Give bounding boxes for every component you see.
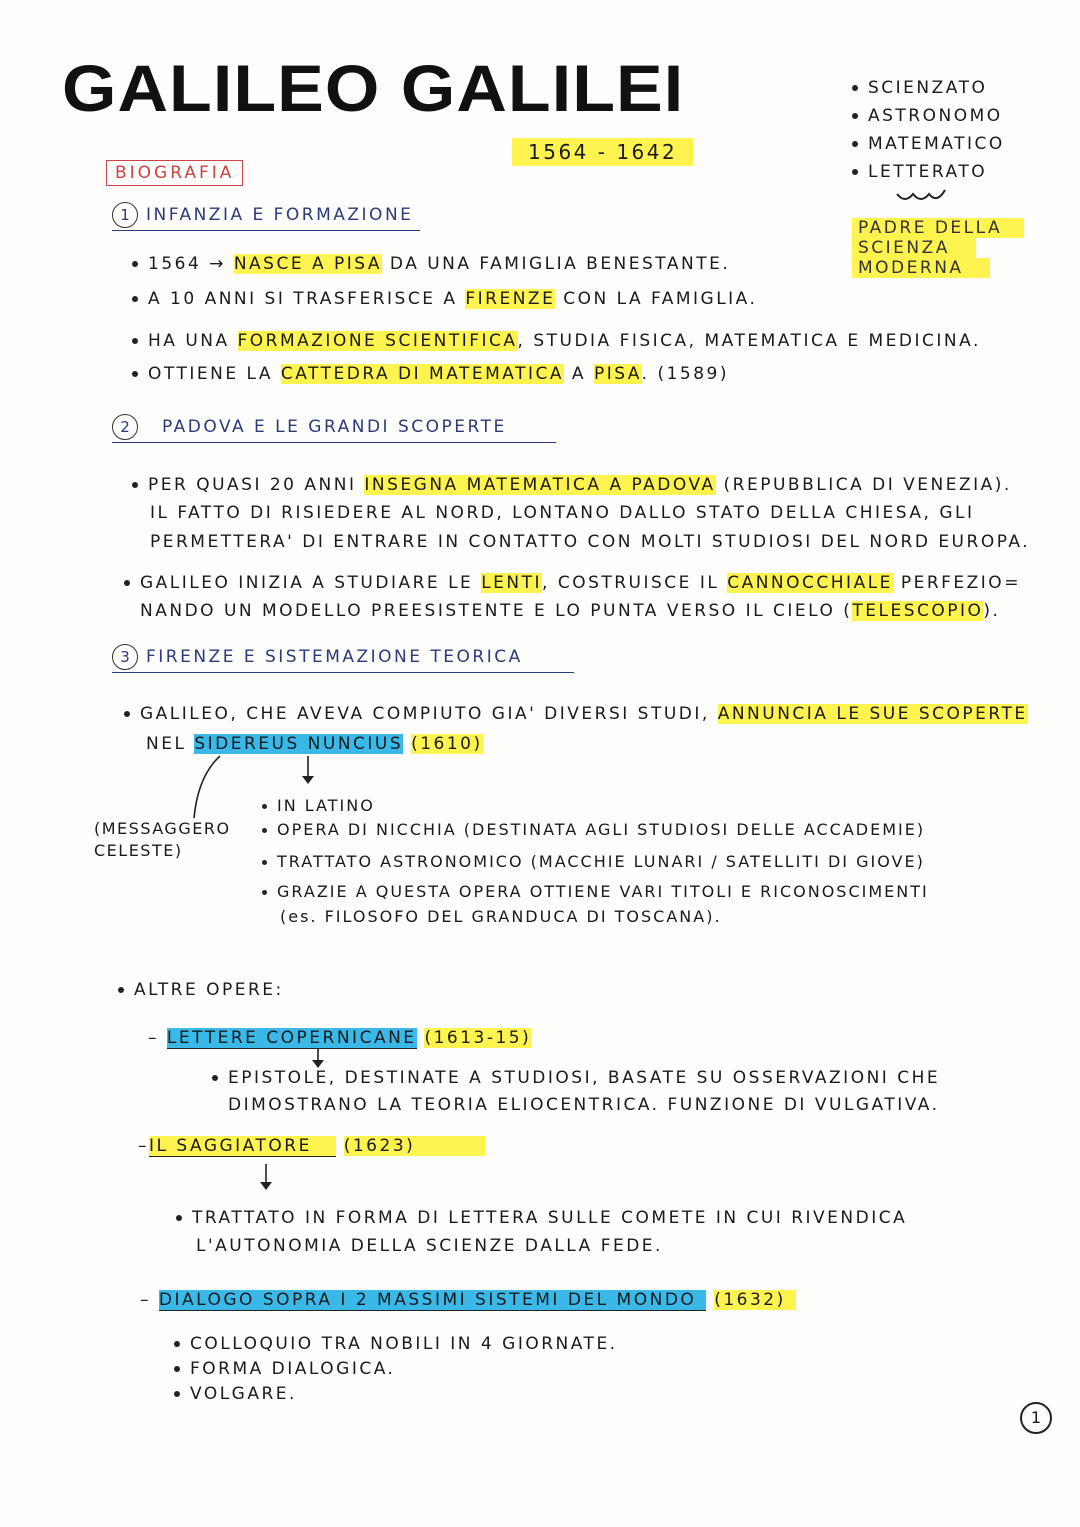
father-label: PADRE DELLA SCIENZA MODERNA <box>852 218 1024 278</box>
other-works-label: ALTRE OPERE: <box>118 980 284 1000</box>
s1-bullet-1: 1564 → NASCE A PISA DA UNA FAMIGLIA BENESTANTE. <box>132 254 730 274</box>
s3-sub-4: GRAZIE A QUESTA OPERA OTTIENE VARI TITOLI E RICONOSCIMENTI <box>262 882 929 901</box>
work-1-title: – LETTERE COPERNICANE (1613-15) <box>148 1028 532 1048</box>
s3-bullet-1-line2: NEL SIDEREUS NUNCIUS (1610) <box>146 734 483 754</box>
s3-bullet-1: GALILEO, CHE AVEVA COMPIUTO GIA' DIVERSI STUDI, ANNUNCIA LE SUE SCOPERTE <box>124 704 1028 724</box>
squiggle-icon <box>895 186 955 206</box>
s2-bullet-2-line2: NANDO UN MODELLO PREESISTENTE E LO PUNTA VERSO IL CIELO (TELESCOPIO). <box>140 601 1001 621</box>
s2-bullet-1-line2: IL FATTO DI RISIEDERE AL NORD, LONTANO DALLO STATO DELLA CHIESA, GLI <box>150 503 975 523</box>
s3-sub-1: IN LATINO <box>262 796 375 815</box>
section-2-title: 2 PADOVA E LE GRANDI SCOPERTE <box>112 414 556 443</box>
s1-bullet-4: OTTIENE LA CATTEDRA DI MATEMATICA A PISA. (1589) <box>132 364 729 384</box>
s2-bullet-2: GALILEO INIZIA A STUDIARE LE LENTI, COSTRUISCE IL CANNOCCHIALE PERFEZIO= <box>124 573 1021 593</box>
s1-bullet-2: A 10 ANNI SI TRASFERISCE A FIRENZE CON LA FAMIGLIA. <box>132 289 757 309</box>
side-note: (MESSAGGERO CELESTE) <box>94 819 231 860</box>
s1-bullet-3: HA UNA FORMAZIONE SCIENTIFICA, STUDIA FISICA, MATEMATICA E MEDICINA. <box>132 331 981 351</box>
work-1-desc-1: EPISTOLE, DESTINATE A STUDIOSI, BASATE SU OSSERVAZIONI CHE <box>212 1068 940 1088</box>
s3-sub-5: (es. FILOSOFO DEL GRANDUCA DI TOSCANA). <box>280 907 722 926</box>
s3-sub-3: TRATTATO ASTRONOMICO (MACCHIE LUNARI / SATELLITI DI GIOVE) <box>262 852 925 871</box>
arrow-down-icon <box>310 1048 326 1070</box>
page-title: GALILEO GALILEI <box>62 51 685 125</box>
role-item: ASTRONOMO <box>852 102 1005 130</box>
work-1-desc-2: DIMOSTRANO LA TEORIA ELIOCENTRICA. FUNZIONE DI VULGATIVA. <box>228 1095 940 1115</box>
s3-sub-2: OPERA DI NICCHIA (DESTINATA AGLI STUDIOSI DELLE ACCADEMIE) <box>262 820 925 839</box>
role-item: MATEMATICO <box>852 130 1005 158</box>
roles-list <box>852 74 1005 186</box>
s2-bullet-1: PER QUASI 20 ANNI INSEGNA MATEMATICA A PADOVA (REPUBBLICA DI VENEZIA). <box>132 475 1012 495</box>
work-3-title: – DIALOGO SOPRA I 2 MASSIMI SISTEMI DEL MONDO (1632) <box>140 1290 796 1310</box>
work-3-item-2: FORMA DIALOGICA. <box>174 1359 395 1379</box>
life-years: 1564 - 1642 <box>512 138 693 166</box>
arrow-down-icon <box>258 1164 274 1192</box>
role-item: LETTERATO <box>852 158 1005 186</box>
s2-bullet-1-line3: PERMETTERA' DI ENTRARE IN CONTATTO CON MOLTI STUDIOSI DEL NORD EUROPA. <box>150 532 1031 552</box>
work-2-desc-2: L'AUTONOMIA DELLA SCIENZE DALLA FEDE. <box>196 1236 663 1256</box>
work-2-title: –IL SAGGIATORE (1623) <box>138 1136 485 1156</box>
page-number: 1 <box>1020 1402 1052 1434</box>
work-3-item-3: VOLGARE. <box>174 1384 297 1404</box>
section-1-title: 1 INFANZIA E FORMAZIONE <box>112 202 420 231</box>
bio-label: BIOGRAFIA <box>106 160 243 186</box>
work-3-item-1: COLLOQUIO TRA NOBILI IN 4 GIORNATE. <box>174 1334 618 1354</box>
work-2-desc-1: TRATTATO IN FORMA DI LETTERA SULLE COMETE IN CUI RIVENDICA <box>176 1208 907 1228</box>
role-item: SCIENZATO <box>852 74 1005 102</box>
section-3-title: 3 FIRENZE E SISTEMAZIONE TEORICA <box>112 644 574 673</box>
